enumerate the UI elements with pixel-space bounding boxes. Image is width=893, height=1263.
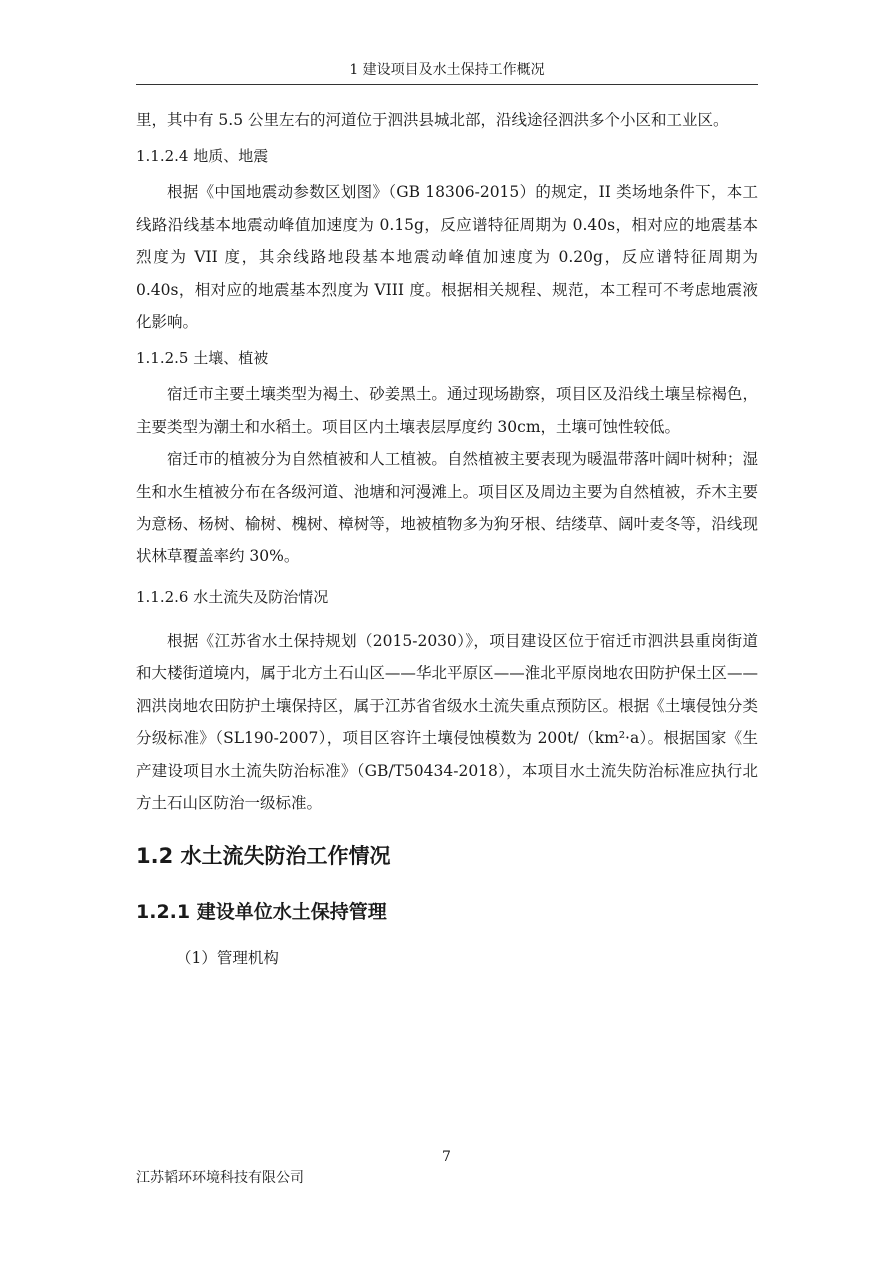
section-title-1-2-1: 1.2.1 建设单位水土保持管理 bbox=[136, 901, 387, 924]
paragraph-earthquake: 根据《中国地震动参数区划图》（GB 18306-2015）的规定，II 类场地条件下，本工线路沿线基本地震动峰值加速度为 0.15g，反应谱特征周期为 0.40s，相对应的地震基本烈度为 VII 度，其余线路地段基本地震动峰值加速度为 0.20g，反应谱特征周期为 0.40s，相对应的地震基本烈度为 VIII 度。根据相关规程、规范，本工程可不考虑地震液化影响。 bbox=[136, 183, 758, 332]
section-heading-erosion: 1.1.2.6 水土流失及防治情况 bbox=[136, 587, 329, 606]
paragraph-river: 里，其中有 5.5 公里左右的河道位于泗洪县城北部，沿线途径泗洪多个小区和工业区。 bbox=[136, 111, 729, 129]
section-title-1-2: 1.2 水土流失防治工作情况 bbox=[136, 844, 391, 869]
section-heading-soil: 1.1.2.5 土壤、植被 bbox=[136, 349, 269, 368]
list-item-management: （1）管理机构 bbox=[176, 949, 279, 968]
paragraph-soil: 宿迁市主要土壤类型为褐土、砂姜黑土。通过现场勘察，项目区及沿线土壤呈棕褐色，主要类型为潮土和水稻土。项目区内土壤表层厚度约 30cm，土壤可蚀性较低。 bbox=[136, 385, 758, 436]
page-number: 7 bbox=[442, 1149, 451, 1165]
paragraph-vegetation: 宿迁市的植被分为自然植被和人工植被。自然植被主要表现为暖温带落叶阔叶树种；湿生和水生植被分布在各级河道、池塘和河漫滩上。项目区及周边主要为自然植被，乔木主要为意杨、杨树、榆树、槐树、樟树等，地被植物多为狗牙根、结缕草、阔叶麦冬等，沿线现状林草覆盖率约 30%。 bbox=[136, 450, 758, 566]
document-body bbox=[136, 104, 758, 977]
section-heading-geology: 1.1.2.4 地质、地震 bbox=[136, 147, 269, 166]
paragraph-erosion: 根据《江苏省水土保持规划（2015-2030）》，项目建设区位于宿迁市泗洪县重岗街道和大楼街道境内，属于北方土石山区——华北平原区——淮北平原岗地农田防护保土区——泗洪岗地农田防护土壤保持区，属于江苏省省级水土流失重点预防区。根据《土壤侵蚀分类分级标准》（SL190-2007），项目区容许土壤侵蚀模数为 200t/（km²·a）。根据国家《生产建设项目水土流失防治标准》（GB/T50434-2018），本项目水土流失防治标准应执行北方土石山区防治一级标准。 bbox=[136, 631, 758, 812]
page-header bbox=[136, 60, 758, 85]
footer-company: 江苏韬环环境科技有限公司 bbox=[136, 1170, 304, 1186]
header-title: 1 建设项目及水土保持工作概况 bbox=[349, 62, 545, 78]
